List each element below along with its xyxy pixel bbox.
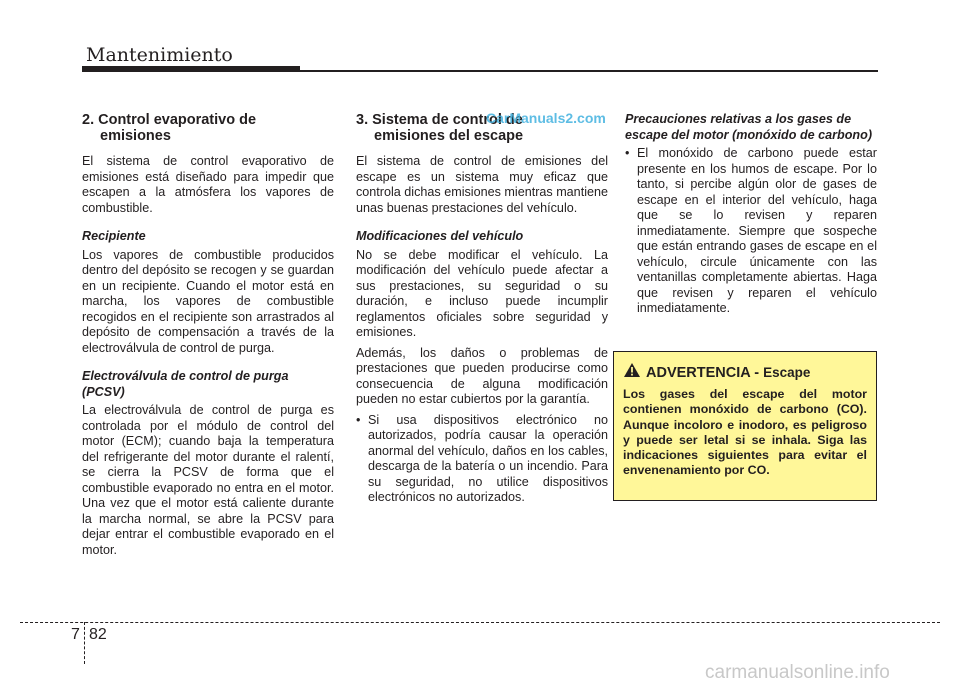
recipiente-text: Los vapores de combustible producidos dentro del depósito se recogen y se guardan en un recipiente. Cuando el motor está en marcha, los vapores de combustible recogidos en el recipiente son arrastrados al depósito de compensación a través de la electroválvula de control de purga. [82, 247, 334, 355]
section-heading-line2: emisiones del escape [374, 128, 524, 144]
column-middle [356, 112, 608, 506]
precauciones-list [625, 146, 877, 317]
bullet-icon: • [625, 146, 630, 160]
subheading-pcsv: Electroválvula de control de purga (PCSV) [82, 369, 289, 399]
subheading-recipiente: Recipiente [82, 229, 146, 243]
section-heading-line2: emisiones [100, 128, 171, 144]
subheading-precauciones: Precauciones relativas a los gases de escape del motor (monóxido de carbono) [625, 112, 873, 142]
header-rule-thin [300, 70, 878, 72]
header-rule-thick [82, 66, 300, 72]
subheading-modificaciones: Modificaciones del vehículo [356, 229, 524, 243]
modificaciones-text-2: Además, los daños o problemas de prestaciones que pueden producirse como consecuencia de alguna modificación pueden no estar cubiertos por la garantía. [356, 345, 608, 406]
page-number: 82 [89, 626, 107, 643]
pcsv-text: La electroválvula de control de purga es controlada por el módulo de control del motor (ECM); cuando baja la temperatura del refrigerante del motor durante el ralentí, se cierra la PCSV de forma que el combustible evaporado no entra en el motor. Una vez que el motor está caliente durante la marcha normal, se abre la PCSV para dejar entrar el combustible evaporado en el motor. [82, 403, 334, 557]
chapter-number: 7 [71, 626, 80, 643]
watermark-bottom: carmanualsonline.info [705, 662, 890, 683]
page-header-title: Mantenimiento [86, 44, 233, 66]
warning-title-sub: Escape [763, 364, 811, 380]
modificaciones-list [356, 413, 608, 506]
warning-triangle-icon [623, 362, 641, 383]
evaporative-intro: El sistema de control evaporativo de emisiones está diseñado para impedir que escapen a la atmósfera los vapores de combustible. [82, 154, 334, 215]
column-right [625, 112, 877, 317]
column-left [82, 112, 334, 563]
section-heading-evaporative [82, 112, 334, 144]
exhaust-intro: El sistema de control de emisiones del escape es un sistema muy eficaz que controla dichas emisiones mientras mantiene unas buenas prestaciones del vehículo. [356, 154, 608, 215]
modificaciones-text-1: No se debe modificar el vehículo. La modificación del vehículo puede afectar a sus prestaciones, su seguridad o su duración, e incluso puede incumplir reglamentos oficiales sobre seguridad y emisiones. [356, 247, 608, 339]
section-heading-line1: 2. Control evaporativo de [82, 112, 257, 128]
footer-rule [20, 622, 940, 623]
warning-title [623, 362, 867, 383]
list-item-text: Si usa dispositivos electrónico no autorizados, podría causar la operación anormal del vehículo, daños en los cables, descarga de la batería o un incendio. Para su seguridad, no utilice dispositivos electrónicos no autorizados. [368, 412, 608, 504]
warning-text: Los gases del escape del motor contienen monóxido de carbono (CO). Aunque incoloro e inodoro, es peligroso y puede ser letal si se inhala. Siga las indicaciones siguientes para evitar el envenenamiento por CO. [623, 387, 867, 478]
list-item [356, 413, 608, 506]
list-item [625, 146, 877, 317]
bullet-icon: • [356, 412, 361, 427]
section-heading-line1: 3. Sistema de control de [356, 112, 523, 128]
footer-divider [84, 622, 85, 664]
warning-title-main: ADVERTENCIA - [646, 364, 760, 381]
warning-box [613, 351, 877, 501]
list-item-text: El monóxido de carbono puede estar presente en los humos de escape. Por lo tanto, si percibe algún olor de gases de escape en el interior del vehículo, haga que se lo revisen y reparen inmediatamente. Siempre que sospeche que están entrando gases de escape en el vehículo, circule únicamente con las ventanillas completamente abiertas. Haga que revisen y reparen el vehículo inmediatamente. [637, 146, 877, 315]
watermark-top: CarManuals2.com [486, 110, 606, 126]
